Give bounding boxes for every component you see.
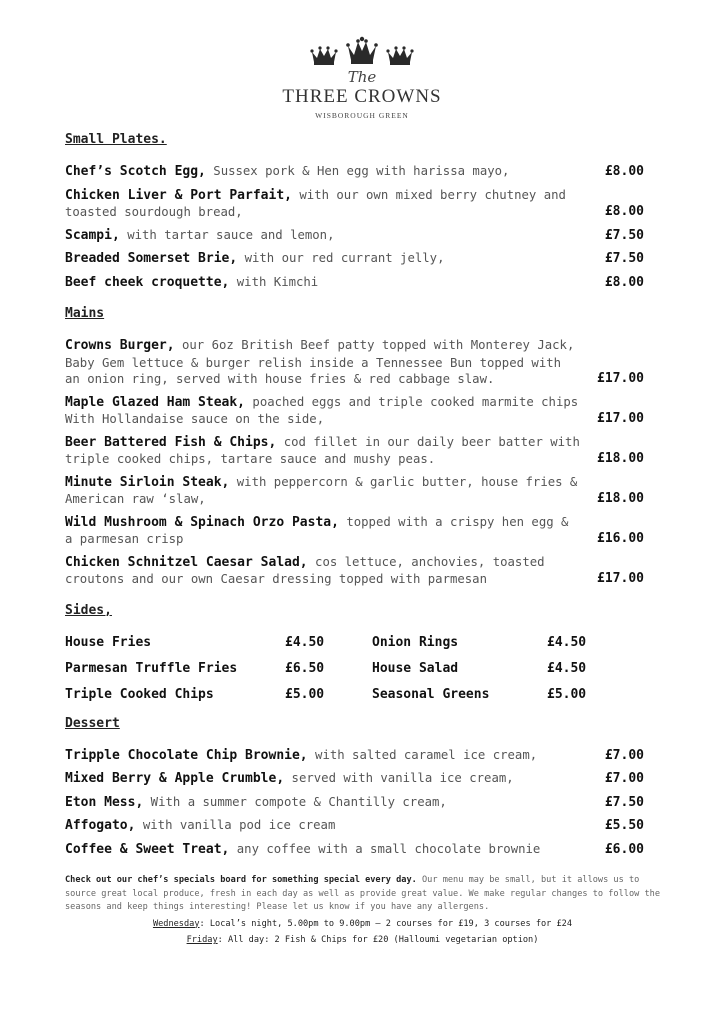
- menu-item: [65, 337, 650, 388]
- offer-friday: [65, 934, 660, 948]
- item-description: with tartar sauce and lemon,: [119, 227, 335, 242]
- item-description: cod fillet in our daily beer batter with triple cooked chips, tartare sauce and mushy peas.: [65, 434, 580, 466]
- item-price: £17.00: [597, 411, 644, 426]
- menu-item: [65, 554, 650, 588]
- item-name: Scampi,: [65, 227, 120, 243]
- side-name: Onion Rings: [372, 634, 459, 650]
- restaurant-location: WISBOROUGH GREEN: [315, 111, 409, 120]
- menu-header: [0, 30, 724, 120]
- menu-item: [65, 163, 650, 181]
- item-name: Chicken Liver & Port Parfait,: [65, 187, 292, 203]
- item-name: Tripple Chocolate Chip Brownie,: [65, 747, 308, 763]
- item-price: £17.00: [597, 571, 644, 586]
- item-description: with our own mixed berry chutney and toasted sourdough bread,: [65, 187, 566, 219]
- menu-item: [65, 274, 650, 292]
- item-name: Mixed Berry & Apple Crumble,: [65, 771, 285, 786]
- item-description: with vanilla pod ice cream: [135, 818, 336, 832]
- mains-list: [65, 337, 650, 588]
- offer-day: Friday: [186, 935, 218, 945]
- item-name: Beer Battered Fish & Chips,: [65, 434, 277, 450]
- item-description: poached eggs and triple cooked marmite chips With Hollandaise sauce on the side,: [65, 394, 579, 426]
- restaurant-name: THREE CROWNS: [282, 86, 442, 107]
- item-name: Crowns Burger,: [65, 338, 175, 353]
- section-title-sides: Sides,: [65, 602, 112, 618]
- item-name: Wild Mushroom & Spinach Orzo Pasta,: [65, 514, 339, 530]
- item-name: Maple Glazed Ham Steak,: [65, 394, 246, 410]
- section-title-small-plates: Small Plates.: [65, 132, 167, 147]
- item-price: £7.50: [604, 251, 644, 266]
- menu-item: [65, 227, 650, 245]
- item-price: £7.50: [604, 794, 644, 810]
- item-description: our 6oz British Beef patty topped with Monterey Jack, Baby Gem lettuce & burger relish inside a Tennessee Bun topped with an onion ring, served with house fries & red cabbage slaw.: [65, 338, 575, 386]
- menu-item: [65, 770, 650, 788]
- item-price: £18.00: [597, 451, 644, 466]
- menu-item: [65, 841, 650, 859]
- item-price: £18.00: [597, 491, 644, 506]
- menu-item: [65, 250, 650, 268]
- offer-text: : All day: 2 Fish & Chips for £20 (Halloumi vegetarian option): [217, 935, 539, 945]
- side-price: £4.50: [285, 634, 325, 650]
- menu-footer: [65, 874, 660, 948]
- footer-note: [65, 874, 660, 915]
- item-price: £5.50: [604, 818, 644, 833]
- sides-grid: [65, 634, 650, 703]
- side-name: Triple Cooked Chips: [65, 686, 214, 702]
- section-title-dessert: Dessert: [65, 715, 120, 731]
- item-name: Minute Sirloin Steak,: [65, 474, 230, 490]
- item-price: £6.00: [604, 841, 644, 857]
- item-name: Beef cheek croquette,: [65, 274, 230, 290]
- item-price: £8.00: [604, 274, 644, 290]
- item-description: cos lettuce, anchovies, toasted croutons and our own Caesar dressing topped with parmesan: [65, 554, 545, 586]
- menu-item: [65, 514, 650, 548]
- item-name: Breaded Somerset Brie,: [65, 251, 238, 266]
- offer-wednesday: [65, 918, 660, 932]
- item-description: with salted caramel ice cream,: [307, 747, 538, 762]
- offer-day: Wednesday: [152, 918, 200, 929]
- item-description: any coffee with a small chocolate brownie: [229, 841, 541, 856]
- item-price: £17.00: [597, 371, 644, 386]
- item-price: £16.00: [597, 531, 644, 546]
- side-price: £4.50: [547, 660, 587, 676]
- side-price: £5.00: [285, 686, 325, 702]
- menu-item: [65, 434, 650, 468]
- menu-item: [65, 747, 650, 765]
- item-price: £8.00: [604, 164, 644, 179]
- item-name: Chef’s Scotch Egg,: [65, 164, 206, 179]
- offer-text: : Local’s night, 5.00pm to 9.00pm – 2 courses for £19, 3 courses for £24: [199, 918, 573, 929]
- side-price: £6.50: [285, 660, 325, 676]
- footer-note-text: Our menu may be small, but it allows us to source great local produce, fresh in each day as well as provide great value. We make regular changes to follow the seasons and keep things interesting! Please let us know if you have any allergens.: [65, 875, 660, 912]
- item-price: £7.00: [604, 747, 644, 763]
- section-title-mains: Mains: [65, 306, 105, 321]
- menu-item: [65, 474, 650, 508]
- item-description: With a summer compote & Chantilly cream,: [143, 794, 447, 809]
- item-name: Eton Mess,: [65, 794, 144, 810]
- crown-icon: [345, 36, 379, 66]
- dessert-list: [65, 747, 650, 859]
- item-name: Chicken Schnitzel Caesar Salad,: [65, 554, 308, 570]
- item-description: served with vanilla ice cream,: [284, 771, 514, 785]
- logo-script-the: The: [347, 68, 377, 86]
- item-price: £8.00: [604, 204, 644, 219]
- side-name: Parmesan Truffle Fries: [65, 660, 238, 676]
- side-name: House Salad: [372, 660, 459, 676]
- menu-item: [65, 394, 650, 428]
- specials-note: Check out our chef’s specials board for something special every day.: [65, 875, 417, 885]
- side-name: House Fries: [65, 634, 152, 650]
- item-price: £7.50: [604, 227, 644, 243]
- menu-item: [65, 794, 650, 812]
- crown-icon: [385, 44, 415, 66]
- menu-item: [65, 817, 650, 835]
- item-description: with peppercorn & garlic butter, house fries & American raw ‘slaw,: [65, 474, 578, 506]
- menu-body: [65, 131, 650, 864]
- side-price: £4.50: [547, 634, 587, 650]
- item-name: Affogato,: [65, 818, 136, 833]
- menu-item: [65, 187, 650, 221]
- crowns-logo: [0, 30, 724, 66]
- side-name: Seasonal Greens: [372, 686, 490, 702]
- item-price: £7.00: [604, 771, 644, 786]
- side-price: £5.00: [547, 686, 587, 702]
- small-plates-list: [65, 163, 650, 291]
- item-name: Coffee & Sweet Treat,: [65, 841, 230, 857]
- item-description: topped with a crispy hen egg & a parmesan crisp: [65, 514, 569, 546]
- crown-icon: [309, 44, 339, 66]
- item-description: Sussex pork & Hen egg with harissa mayo,: [205, 164, 510, 178]
- item-description: with our red currant jelly,: [237, 251, 445, 265]
- item-description: with Kimchi: [229, 274, 319, 289]
